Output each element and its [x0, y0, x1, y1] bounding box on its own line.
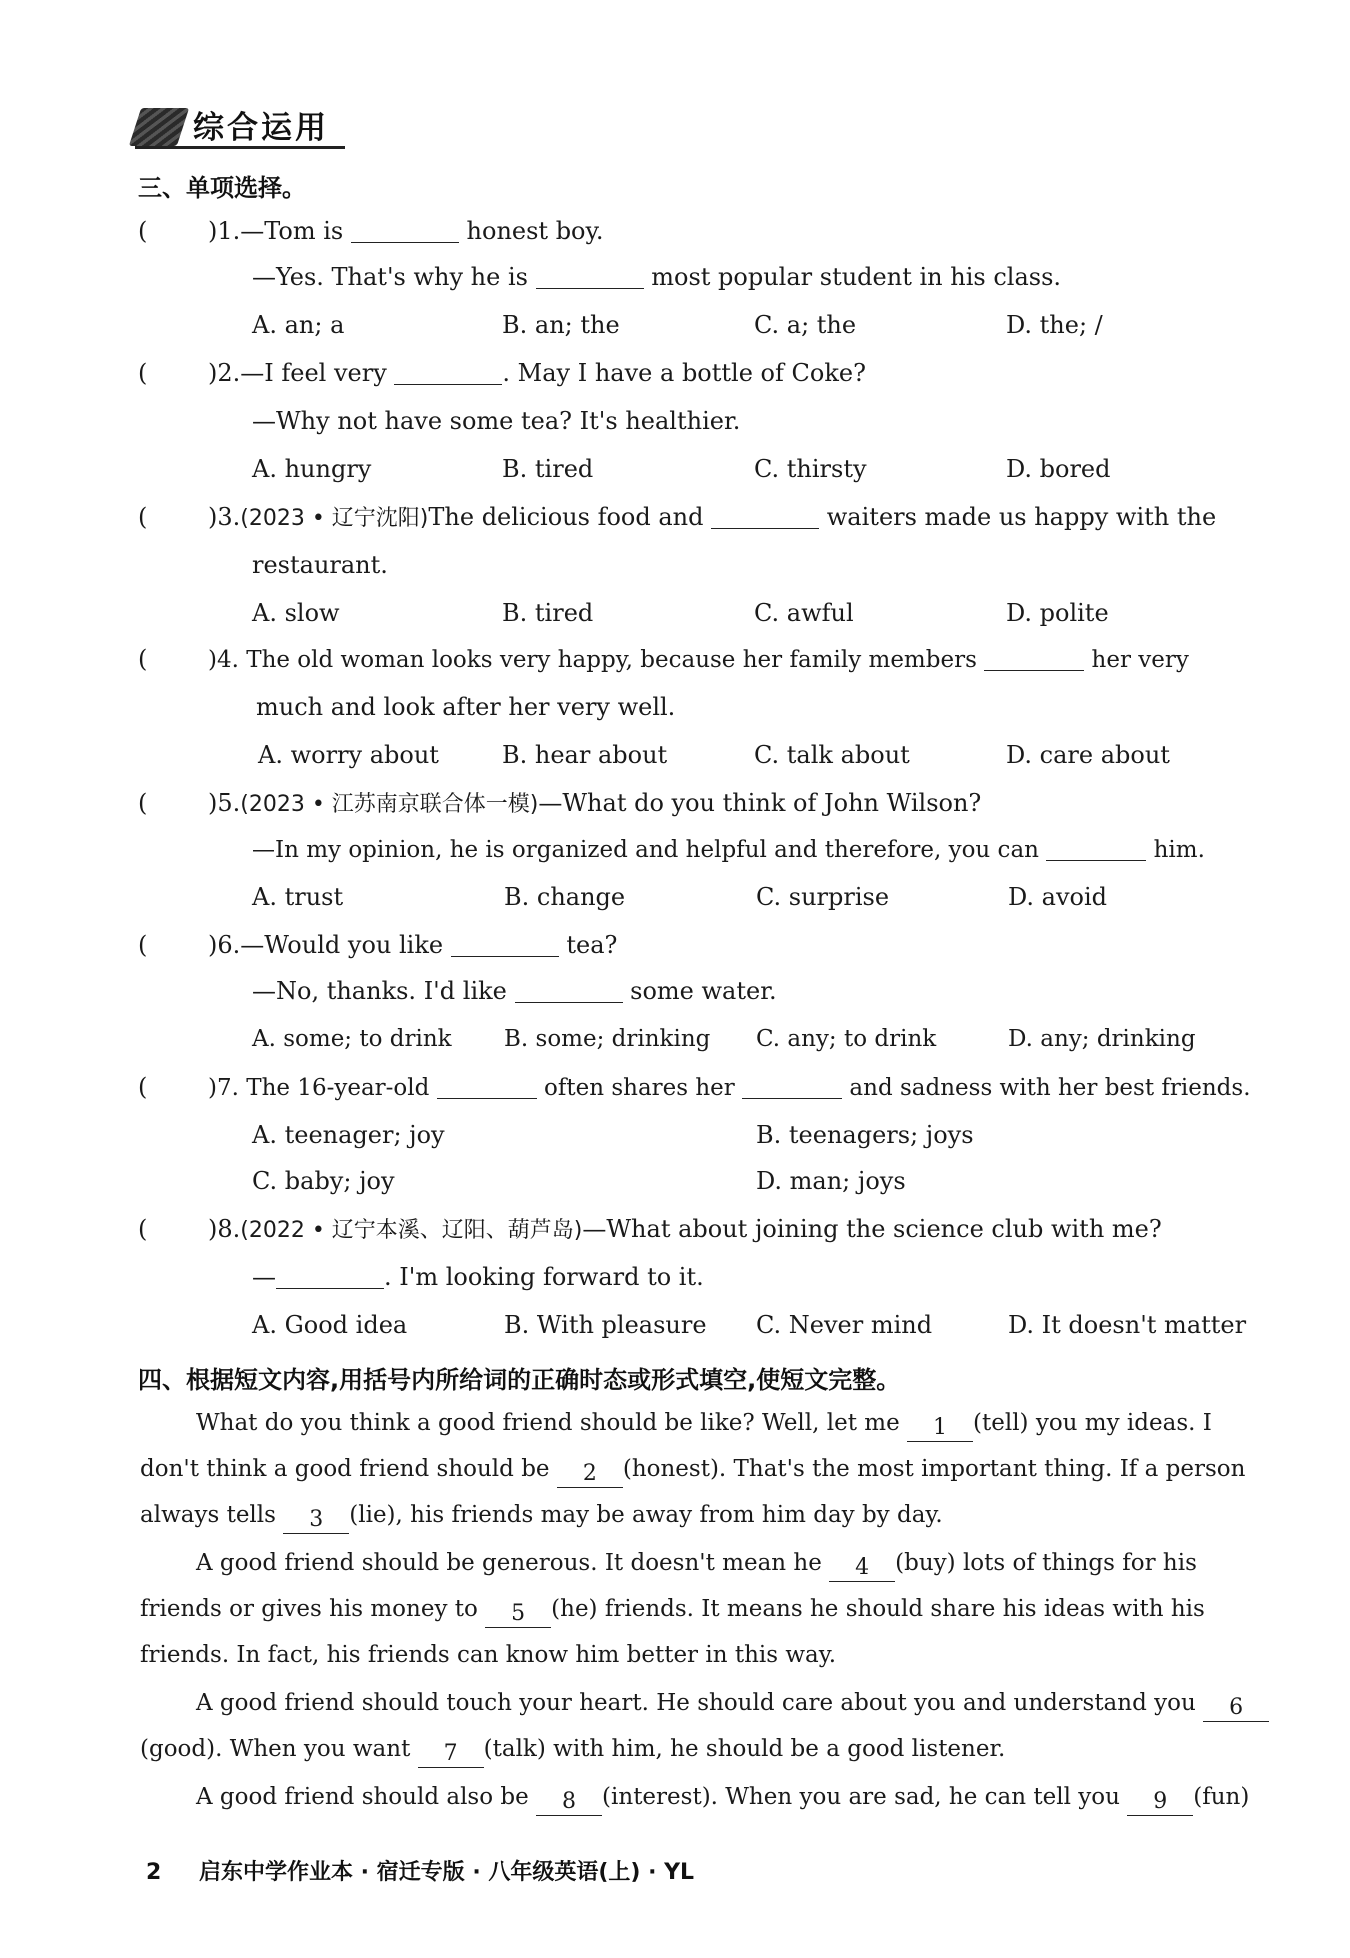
passage-text: friends or gives his money to: [140, 1596, 478, 1622]
question-text: most popular student in his class.: [651, 263, 1062, 291]
page-number: 2: [146, 1860, 162, 1885]
answer-paren: (: [138, 645, 148, 673]
option-a[interactable]: A. some; to drink: [252, 1026, 452, 1052]
question-text: The old woman looks very happy, because her family members: [246, 647, 977, 673]
passage-text: (tell) you my ideas. I: [973, 1410, 1212, 1436]
option-a[interactable]: A. worry about: [258, 741, 439, 769]
option-c[interactable]: C. Never mind: [756, 1311, 933, 1339]
passage-text: (he) friends. It means he should share his ideas with his: [551, 1596, 1205, 1622]
answer-blank[interactable]: [515, 976, 623, 1003]
question-text: tea?: [566, 931, 618, 959]
option-a[interactable]: A. hungry: [252, 455, 372, 483]
option-d[interactable]: D. the; /: [1006, 311, 1103, 339]
option-c[interactable]: C. any; to drink: [756, 1026, 937, 1052]
option-c[interactable]: C. talk about: [754, 741, 910, 769]
part3-heading: 三、单项选择。: [138, 174, 306, 202]
question-number: )1.: [208, 217, 241, 245]
page-footer: [146, 1855, 694, 1886]
footer-text: 启东中学作业本 · 宿迁专版 · 八年级英语(上) · YL: [198, 1860, 695, 1885]
question-text: —What about joining the science club with me?: [582, 1215, 1162, 1243]
option-a[interactable]: A. teenager; joy: [252, 1121, 445, 1149]
option-d[interactable]: D. It doesn't matter: [1008, 1311, 1247, 1339]
passage-line: [196, 1688, 1269, 1722]
section-title: 综合运用: [193, 110, 329, 146]
passage-line: [140, 1594, 1205, 1628]
passage-line: [196, 1782, 1249, 1816]
question-number: )7.: [208, 1075, 239, 1101]
option-a[interactable]: A. an; a: [252, 311, 345, 339]
passage-text: (good). When you want: [140, 1736, 411, 1762]
passage-text: (buy) lots of things for his: [895, 1550, 1197, 1576]
question-5-line-1: [208, 788, 981, 820]
passage-line: [196, 1408, 1212, 1442]
question-4-line-2: much and look after her very well.: [256, 693, 676, 721]
section-tag-underline: [135, 146, 345, 149]
option-c[interactable]: C. a; the: [754, 311, 857, 339]
answer-blank[interactable]: [984, 644, 1084, 671]
passage-text: What do you think a good friend should be like? Well, let me: [196, 1410, 900, 1436]
part4-heading: 四、根据短文内容,用括号内所给词的正确时态或形式填空,使短文完整。: [138, 1366, 901, 1394]
answer-blank[interactable]: [394, 358, 502, 385]
option-d[interactable]: D. any; drinking: [1008, 1026, 1196, 1052]
passage-text: (talk) with him, he should be a good listener.: [483, 1736, 1006, 1762]
question-text: —I feel very: [240, 359, 387, 387]
option-b[interactable]: B. an; the: [502, 311, 620, 339]
question-text: The 16-year-old: [246, 1075, 430, 1101]
question-1-line-2: [252, 262, 1061, 292]
passage-line: [140, 1454, 1245, 1488]
passage-text: don't think a good friend should be: [140, 1456, 550, 1482]
question-text: . May I have a bottle of Coke?: [502, 359, 866, 387]
passage-text: A good friend should touch your heart. He should care about you and understand you: [196, 1690, 1196, 1716]
passage-line: friends. In fact, his friends can know him better in this way.: [140, 1642, 837, 1668]
answer-blank[interactable]: [451, 930, 559, 957]
answer-paren: (: [138, 503, 148, 531]
question-number: )6.: [208, 931, 241, 959]
option-b[interactable]: B. tired: [502, 599, 594, 627]
answer-blank[interactable]: [351, 216, 459, 243]
answer-blank[interactable]: [536, 262, 644, 289]
option-d[interactable]: D. man; joys: [756, 1167, 906, 1195]
question-7-line-1: [208, 1072, 1251, 1103]
question-text: —Would you like: [240, 931, 444, 959]
option-a[interactable]: A. Good idea: [252, 1311, 408, 1339]
option-b[interactable]: B. With pleasure: [504, 1311, 707, 1339]
question-number: )5.: [208, 789, 241, 817]
option-b[interactable]: B. change: [504, 883, 626, 911]
answer-paren: (: [138, 931, 148, 959]
question-text: honest boy.: [466, 217, 604, 245]
passage-text: (lie), his friends may be away from him day by day.: [349, 1502, 943, 1528]
passage-line: [140, 1500, 943, 1534]
question-8-line-1: [208, 1214, 1162, 1246]
question-number: )2.: [208, 359, 241, 387]
question-text: some water.: [630, 977, 777, 1005]
option-a[interactable]: A. trust: [252, 883, 344, 911]
fill-blank-1[interactable]: 1: [907, 1415, 973, 1442]
fill-blank-6[interactable]: 6: [1203, 1695, 1269, 1722]
question-3-line-1: [208, 502, 1216, 534]
question-number: )4.: [208, 647, 239, 673]
question-6-line-1: [208, 930, 617, 960]
question-8-line-2: [252, 1262, 704, 1292]
question-text: The delicious food and: [428, 503, 704, 531]
option-c[interactable]: C. baby; joy: [252, 1167, 395, 1195]
answer-blank[interactable]: [1046, 834, 1146, 861]
answer-paren: (: [138, 217, 148, 245]
passage-line: [196, 1548, 1197, 1582]
fill-blank-5[interactable]: 5: [485, 1601, 551, 1628]
question-source: (2023 • 辽宁沈阳): [240, 506, 429, 531]
option-d[interactable]: D. bored: [1006, 455, 1111, 483]
fill-blank-9[interactable]: 9: [1127, 1789, 1193, 1816]
answer-paren: (: [138, 1073, 148, 1101]
question-2-line-2: —Why not have some tea? It's healthier.: [252, 407, 741, 435]
question-text: —Tom is: [240, 217, 344, 245]
question-text: waiters made us happy with the: [826, 503, 1217, 531]
answer-blank[interactable]: [742, 1072, 842, 1099]
option-b[interactable]: B. hear about: [502, 741, 668, 769]
question-text: —In my opinion, he is organized and helpful and therefore, you can: [252, 837, 1039, 863]
fill-blank-8[interactable]: 8: [536, 1789, 602, 1816]
fill-blank-3[interactable]: 3: [283, 1507, 349, 1534]
fill-blank-4[interactable]: 4: [829, 1555, 895, 1582]
passage-text: always tells: [140, 1502, 276, 1528]
question-3-line-2: restaurant.: [252, 551, 388, 579]
option-b[interactable]: B. some; drinking: [504, 1026, 711, 1052]
answer-blank[interactable]: [437, 1072, 537, 1099]
option-d[interactable]: D. care about: [1006, 741, 1170, 769]
question-2-line-1: [208, 358, 866, 388]
option-b[interactable]: B. teenagers; joys: [756, 1121, 974, 1149]
passage-text: A good friend should also be: [196, 1784, 529, 1810]
question-text: her very: [1091, 647, 1189, 673]
option-d[interactable]: D. avoid: [1008, 883, 1107, 911]
answer-paren: (: [138, 789, 148, 817]
answer-blank[interactable]: [711, 502, 819, 529]
question-text: . I'm looking forward to it.: [384, 1263, 704, 1291]
question-4-line-1: [208, 644, 1189, 675]
option-c[interactable]: C. surprise: [756, 883, 890, 911]
answer-blank[interactable]: [276, 1262, 384, 1289]
question-1-line-1: [208, 216, 604, 246]
section-tag: [135, 100, 345, 148]
question-source: (2023 • 江苏南京联合体一模): [240, 792, 539, 817]
passage-line: [140, 1734, 1005, 1768]
question-text: and sadness with her best friends.: [849, 1075, 1251, 1101]
option-d[interactable]: D. polite: [1006, 599, 1109, 627]
fill-blank-2[interactable]: 2: [557, 1461, 623, 1488]
question-source: (2022 • 辽宁本溪、辽阳、葫芦岛): [240, 1218, 583, 1243]
question-text: —No, thanks. I'd like: [252, 977, 507, 1005]
question-text: him.: [1153, 837, 1205, 863]
question-number: )3.: [208, 503, 241, 531]
option-c[interactable]: C. thirsty: [754, 455, 867, 483]
question-text: —What do you think of John Wilson?: [538, 789, 982, 817]
option-b[interactable]: B. tired: [502, 455, 594, 483]
question-text: —Yes. That's why he is: [252, 263, 528, 291]
option-c[interactable]: C. awful: [754, 599, 854, 627]
passage-text: (fun): [1193, 1784, 1250, 1810]
passage-text: (interest). When you are sad, he can tell you: [602, 1784, 1120, 1810]
question-5-line-2: [252, 834, 1205, 865]
fill-blank-7[interactable]: 7: [418, 1741, 484, 1768]
question-text: often shares her: [543, 1075, 735, 1101]
passage-text: (honest). That's the most important thing. If a person: [622, 1456, 1246, 1482]
option-a[interactable]: A. slow: [252, 599, 340, 627]
answer-paren: (: [138, 1215, 148, 1243]
question-6-line-2: [252, 976, 777, 1006]
section-tag-decoration: [129, 108, 189, 146]
question-number: )8.: [208, 1215, 241, 1243]
passage-text: A good friend should be generous. It doesn't mean he: [196, 1550, 822, 1576]
answer-paren: (: [138, 359, 148, 387]
question-text: —: [252, 1263, 276, 1291]
